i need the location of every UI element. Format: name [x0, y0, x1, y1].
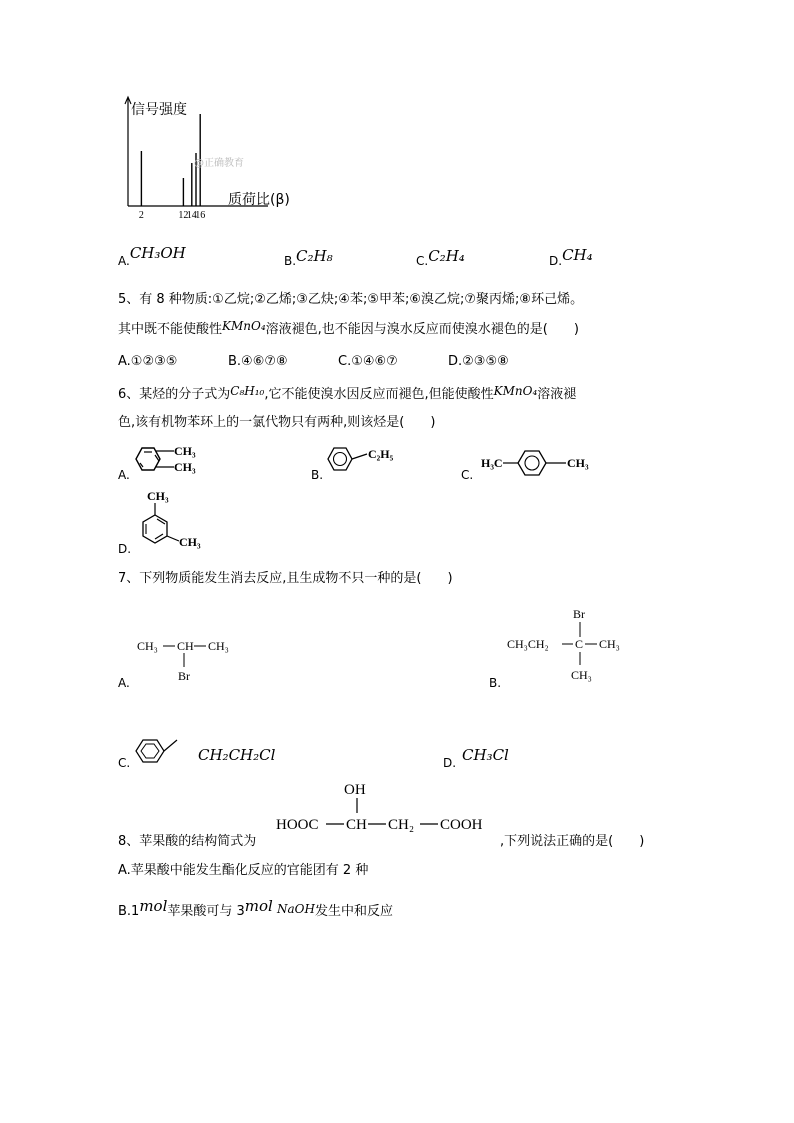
- option-letter: B.: [284, 254, 297, 268]
- ethyl-label: CH₃CH₂: [507, 637, 549, 651]
- ch3-label: CH₃: [174, 444, 196, 458]
- q7-letter-b[interactable]: B.: [489, 676, 502, 690]
- q5-text-pre: 其中既不能使酸性: [118, 322, 223, 337]
- c-label: C: [575, 637, 584, 651]
- naoh-formula: NaOH: [277, 902, 315, 916]
- option-letter: C.: [416, 254, 429, 268]
- q5-option-b[interactable]: B.④⑥⑦⑧: [228, 354, 288, 369]
- ch3-left-label: CH₃: [137, 639, 158, 653]
- q4-option-a[interactable]: [118, 244, 186, 269]
- ch-label: CH: [177, 639, 194, 653]
- ch3-right-label: CH₃: [208, 639, 229, 653]
- q4-option-d[interactable]: [549, 246, 593, 269]
- q4-option-c[interactable]: [416, 247, 465, 269]
- q7-option-c-structure[interactable]: [132, 736, 192, 766]
- oh-label: OH: [344, 782, 366, 798]
- q5-option-a[interactable]: A.①②③⑤: [118, 354, 178, 369]
- q8-stem-pre: 8、苹果酸的结构简式为: [118, 834, 257, 849]
- br-label: Br: [178, 669, 190, 683]
- q6-letter-c[interactable]: C.: [461, 468, 474, 482]
- q7-letter-a[interactable]: A.: [118, 676, 130, 690]
- q6-letter-a[interactable]: A.: [118, 468, 130, 482]
- q6-formula: C₈H₁₀: [230, 384, 265, 398]
- x-tick-label: 16: [195, 210, 206, 221]
- benzene-ring: [328, 448, 352, 470]
- q6-option-a-structure[interactable]: [132, 442, 212, 482]
- q7-option-d-formula: CH₃Cl: [462, 746, 509, 764]
- y-axis-label: 信号强度: [131, 102, 187, 118]
- ch2-label: CH₂: [388, 817, 415, 833]
- option-b-mid: 苹果酸可与 3: [167, 904, 245, 919]
- option-formula: C₂H₄: [428, 247, 465, 265]
- q7-letter-d[interactable]: D.: [443, 756, 457, 770]
- x-tick-label: 12: [178, 210, 189, 221]
- q5-stem-line1: 5、有 8 种物质:①乙烷;②乙烯;③乙炔;④苯;⑤甲苯;⑥溴乙烷;⑦聚丙烯;⑧环己烯。: [118, 292, 584, 307]
- mol-unit: mol: [139, 897, 168, 915]
- x-tick-label: 14: [186, 210, 197, 221]
- q6-text-mid: ,它不能使溴水因反应而褪色,但能使酸性: [264, 387, 494, 402]
- methyl-left-label: H₃C: [481, 456, 503, 470]
- mol-unit: mol: [244, 897, 273, 915]
- q7-letter-c[interactable]: C.: [118, 756, 131, 770]
- q6-text-pre: 6、某烃的分子式为: [118, 387, 231, 402]
- q6-text-post: 溶液褪: [537, 387, 577, 402]
- q8-stem-post: ,下列说法正确的是( ): [500, 834, 645, 849]
- q6-option-d-structure[interactable]: [132, 484, 212, 554]
- q8-option-a[interactable]: A.苹果酸中能发生酯化反应的官能团有 2 种: [118, 863, 369, 878]
- hooc-label: HOOC: [276, 817, 319, 833]
- ch3-right-label: CH₃: [599, 637, 620, 651]
- q6-formula2: KMnO₄: [493, 384, 538, 398]
- option-letter: D.: [549, 254, 563, 268]
- q7-option-c-formula: CH₂CH₂Cl: [198, 746, 276, 764]
- q7-option-b-structure[interactable]: [505, 604, 635, 684]
- option-b-suffix: 发生中和反应: [314, 904, 393, 919]
- option-formula: CH₄: [562, 246, 593, 264]
- q5-formula: KMnO₄: [222, 319, 266, 333]
- q6-stem-line1: [118, 386, 576, 403]
- benzene-ring: [518, 451, 546, 475]
- methyl-top-label: CH₃: [147, 489, 169, 503]
- x-tick-label: 2: [138, 210, 144, 221]
- q5-text-post: 溶液褪色,也不能因与溴水反应而使溴水褪色的是( ): [265, 322, 579, 337]
- ch3-bottom-label: CH₃: [571, 668, 592, 682]
- q6-letter-d[interactable]: D.: [118, 542, 132, 556]
- q5-option-c[interactable]: C.①④⑥⑦: [338, 354, 398, 369]
- option-formula: CH₃OH: [129, 244, 186, 262]
- methyl-right-label: CH₃: [567, 456, 589, 470]
- q6-option-b-structure[interactable]: [325, 444, 405, 480]
- option-b-prefix: B.1: [118, 904, 140, 919]
- q6-stem-line2: 色,该有机物苯环上的一氯代物只有两种,则该烃是( ): [118, 415, 436, 430]
- benzene-ring: [136, 740, 164, 762]
- q6-letter-b[interactable]: B.: [311, 468, 324, 482]
- malic-acid-structure: [274, 777, 504, 837]
- option-formula: C₂H₈: [296, 247, 333, 265]
- cooh-label: COOH: [440, 817, 483, 833]
- q7-option-a-structure[interactable]: [134, 634, 254, 686]
- q4-option-b[interactable]: [284, 247, 333, 269]
- option-letter: A.: [118, 254, 130, 268]
- x-axis-label: 质荷比(β): [228, 192, 290, 208]
- ethyl-label: C₂H₅: [368, 447, 394, 461]
- ch-label: CH: [346, 817, 367, 833]
- q6-option-c-structure[interactable]: [480, 447, 600, 479]
- q7-stem: 7、下列物质能发生消去反应,且生成物不只一种的是( ): [118, 571, 453, 586]
- q5-option-d[interactable]: D.②③⑤⑧: [448, 354, 509, 369]
- ch3-label: CH₃: [174, 460, 196, 474]
- q8-option-b[interactable]: [118, 897, 393, 920]
- q5-stem-line2: [118, 321, 579, 338]
- methyl-right-label: CH₃: [179, 535, 201, 549]
- watermark: @正确教育: [194, 158, 244, 169]
- br-label: Br: [573, 607, 585, 621]
